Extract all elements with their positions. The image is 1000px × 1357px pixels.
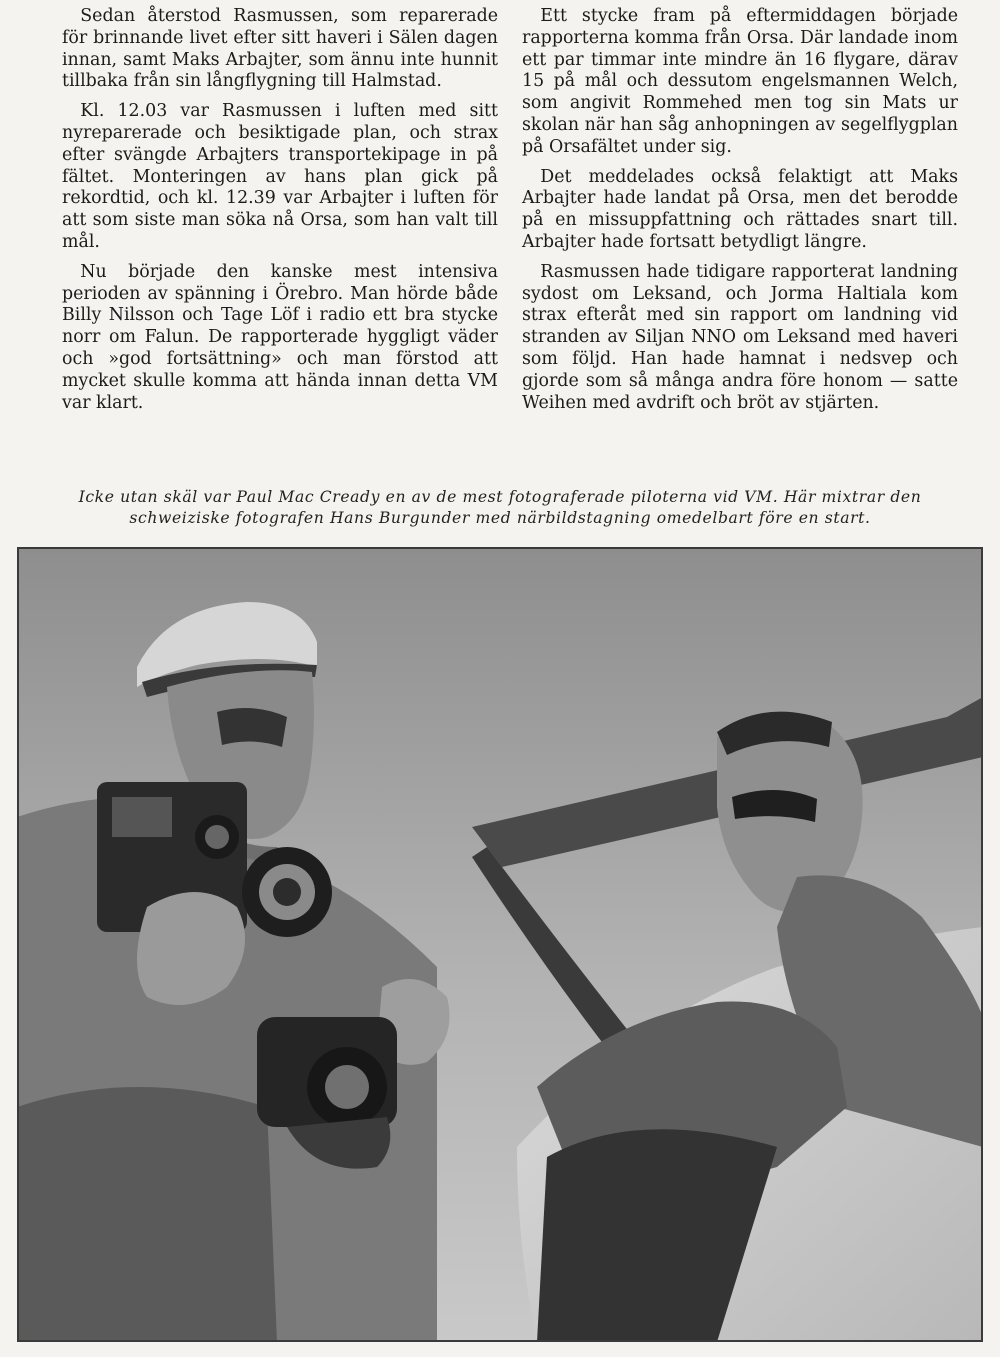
paragraph: Det meddelades också felaktigt att Maks Arbajter hade landat på Orsa, men det berodde på en missuppfattning och rättades snart till. Arbajter hade fortsatt betydligt längre. [522,166,958,252]
paragraph: Kl. 12.03 var Rasmussen i luften med sitt nyreparerade och besiktigade plan, och strax efter svängde Arbajters transportekipage in på fältet. Monteringen av hans plan gick på rekordtid, och kl. 12.39 var Arbajter i luften för att som siste man söka nå Orsa, som han valt till mål. [62,101,498,252]
paragraph: Sedan återstod Rasmussen, som reparerade för brinnande livet efter sitt haveri i Sälen dagen innan, samt Maks Arbajter, som ännu inte hunnit tillbaka från sin långflygning till Halmstad. [62,6,498,92]
photo-illustration [17,547,983,1342]
right-column [522,6,958,466]
photograph [17,547,983,1342]
paragraph: Ett stycke fram på eftermiddagen började rapporterna komma från Orsa. Där landade inom ett par timmar inte mindre än 16 flygare, därav 15 på mål och dessutom engelsmannen Welch, som angivit Rommehed men tog sin Mats ur skolan när han såg anhopningen av segelflygplan på Orsafältet under sig. [522,6,958,157]
paragraph: Rasmussen hade tidigare rapporterat landning sydost om Leksand, och Jorma Haltiala kom strax efteråt med sin rapport om landning vid stranden av Siljan NNO om Leksand med haveri som följd. Han hade hamnat i nedsvep och gjorde som så många andra före honom — satte Weihen med avdrift och bröt av stjärten. [522,261,958,413]
article-columns [62,6,958,466]
left-column [62,6,498,466]
paragraph: Nu började den kanske mest intensiva perioden av spänning i Örebro. Man hörde både Billy Nilsson och Tage Löf i radio ett bra stycke norr om Falun. De rapporterade hyggligt väder och »god fortsättning» och man förstod att mycket skulle komma att hända innan detta VM var klart. [62,261,498,413]
caption-line-1: Icke utan skäl var Paul Mac Cready en av de mest fotograferade piloterna vid VM. Här mixtrar den [78,488,922,506]
caption-line-2: schweiziske fotografen Hans Burgunder med närbildstagning omedelbart före en start. [129,509,871,527]
photo-caption [30,487,970,529]
